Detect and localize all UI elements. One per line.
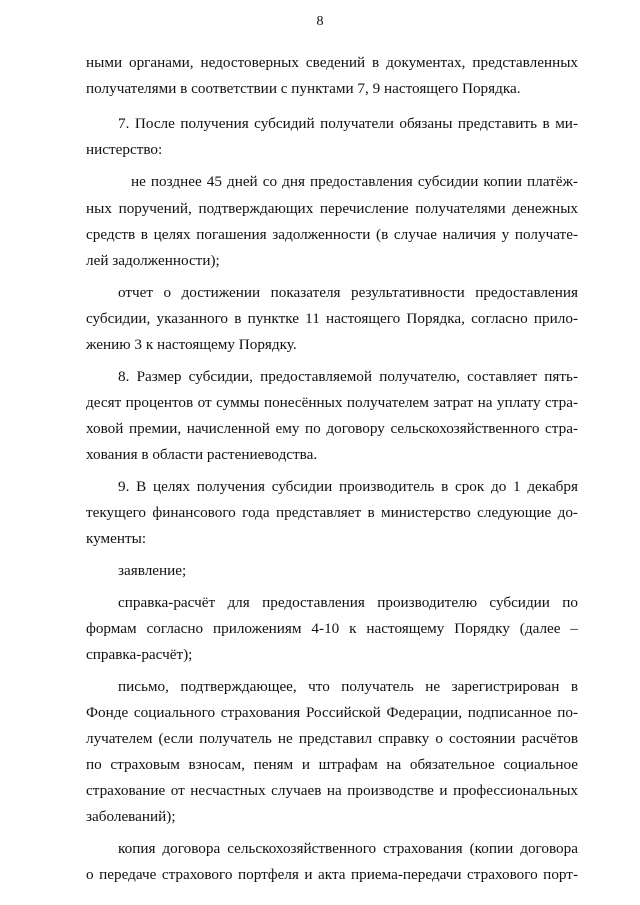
text-line: ховой премии, начисленной ему по договору сельскохозяйственного стра- <box>86 420 578 437</box>
text-line: формам согласно приложениям 4-10 к настоящему Порядку (далее – <box>86 620 578 637</box>
page-number: 8 <box>316 14 324 29</box>
text-line: 7. После получения субсидий получатели обязаны представить в ми- <box>118 115 578 132</box>
text-line: лучателем (если получатель не представил справку о состоянии расчётов <box>86 730 578 747</box>
text-line: о передаче страхового портфеля и акта приема-передачи страхового порт- <box>86 866 578 883</box>
text-line: по страховым взносам, пеням и штрафам на обязательное социальное <box>86 756 578 773</box>
text-line: справка-расчёт); <box>86 646 193 663</box>
text-line: хования в области растениеводства. <box>86 446 318 463</box>
text-line: 8. Размер субсидии, предоставляемой получателю, составляет пять- <box>118 368 578 385</box>
text-line: заболеваний); <box>86 808 176 825</box>
text-line: ных поручений, подтверждающих перечисление получателями денежных <box>86 200 578 217</box>
text-line: десят процентов от суммы понесённых получателем затрат на уплату стра- <box>86 394 578 411</box>
text-line: страхование от несчастных случаев на производстве и профессиональных <box>86 782 578 799</box>
text-line: текущего финансового года представляет в министерство следующие до- <box>86 504 578 521</box>
text-line: жению 3 к настоящему Порядку. <box>86 336 297 353</box>
text-line: кументы: <box>86 530 147 547</box>
text-line: лей задолженности); <box>86 252 220 269</box>
text-line: средств в целях погашения задолженности (в случае наличия у получате- <box>86 226 578 243</box>
text-line: нистерство: <box>86 141 163 158</box>
text-line: 9. В целях получения субсидии производитель в срок до 1 декабря <box>118 478 578 495</box>
text-line: субсидии, указанного в пунктке 11 настоящего Порядка, согласно прило- <box>86 310 578 327</box>
text-line: справка-расчёт для предоставления производителю субсидии по <box>118 594 578 611</box>
text-line: получателями в соответствии с пунктами 7, 9 настоящего Порядка. <box>86 80 521 97</box>
text-line: не позднее 45 дней со дня предоставления субсидии копии платёж- <box>131 173 578 190</box>
text-line: Фонде социального страхования Российской Федерации, подписанное по- <box>86 704 578 721</box>
text-line: отчет о достижении показателя результативности предоставления <box>118 284 578 301</box>
text-line: заявление; <box>118 562 187 579</box>
text-line: письмо, подтверждающее, что получатель не зарегистрирован в <box>118 678 578 695</box>
text-line: ными органами, недостоверных сведений в документах, представленных <box>86 54 578 71</box>
text-line: копия договора сельскохозяйственного страхования (копии договора <box>118 840 578 857</box>
